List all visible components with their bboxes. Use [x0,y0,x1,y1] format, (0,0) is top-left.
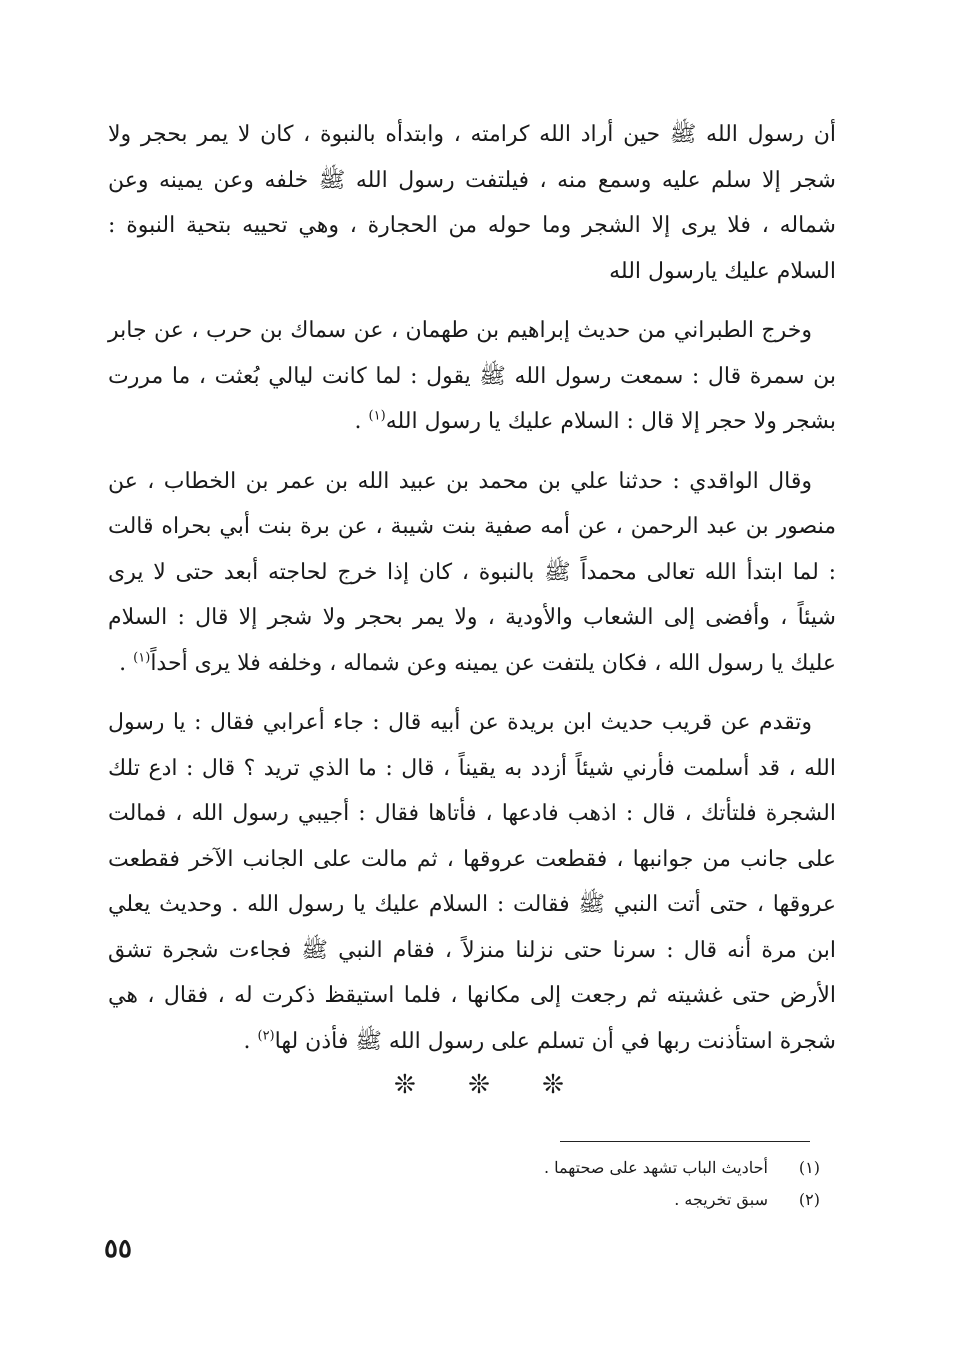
footnote-item [400,1152,820,1184]
footnote-text: أحاديث الباب تشهد على صحتهما . [543,1158,768,1177]
page-number: ٥٥ [104,1234,132,1264]
footnotes [400,1152,820,1216]
footnote-reference: (١) [133,650,151,666]
paragraph-text: وخرج الطبراني من حديث إبراهيم بن طهمان ، عن سماك بن حرب ، عن جابر بن سمرة قال : سمعت رسول الله ﷺ يقول : لما كانت ليالي بُعثت ، ما مررت بشجر ولا حجر إلا قال : السلام عليك يا رسول الله [108,318,836,434]
paragraph-end: . [354,409,369,434]
paragraph-1 [108,112,836,294]
paragraph-end: . [119,650,134,676]
footnote-reference: (٢) [257,1028,275,1044]
footnote-reference: (١) [368,408,386,424]
paragraph-text: وقال الواقدي : حدثنا علي بن محمد بن عبيد الله بن عمر بن الخطاب ، عن منصور بن عبد الرحمن ، عن أمه صفية بنت شيبة ، عن برة بنت أبي بحراه قالت : لما ابتدأ الله تعالى محمداً ﷺ بالنبوة ، كان إذا خرج لحاجته أبعد حتى لا يرى شيئاً ، وأفضى إلى الشعاب والأودية ، ولا يمر بحجر ولا شجر إلا قال : السلام عليك يا رسول الله ، فكان يلتفت عن يمينه وعن شماله ، وخلفه فلا يرى أحداً [108,468,836,676]
paragraph-text: أن رسول الله ﷺ حين أراد الله كرامته ، وابتدأه بالنبوة ، كان لا يمر بحجر ولا شجر إلا سلم عليه وسمع منه ، فيلتفت رسول الله ﷺ خلفه وعن يمينه وعن شماله ، فلا يرى إلا الشجر وما حوله من الحجارة ، وهي تحييه بتحية النبوة : السلام عليك يارسول الله [108,122,836,284]
section-separator: ❊ ❊ ❊ [394,1070,586,1100]
main-text [108,112,836,1078]
footnote-number: (١) [798,1158,820,1177]
paragraph-3 [108,459,836,687]
paragraph-text: وتقدم عن قريب حديث ابن بريدة عن أبيه قال : جاء أعرابي فقال : يا رسول الله ، قد أسلمت فأرني شيئاً أزدد به يقيناً ، قال : ما الذي تريد ؟ قال : ادع تلك الشجرة فلتأتك ، قال : اذهب فادعها ، فأتاها فقال : أجيبي رسول الله ، فمالت على جانب من جوانبها ، فقطعت عروقها ، ثم مالت على الجانب الآخر فقطعت عروقها ، حتى أتت النبي ﷺ فقالت : السلام عليك يا رسول الله . وحديث يعلي ابن مرة أنه قال : سرنا حتى نزلنا منزلاً ، فقام النبي ﷺ فجاءت شجرة تشق الأرض حتى غشيته ثم رجعت إلى مكانها ، فلما استيقظ ذكرت له ، فقال ، هي شجرة استأذنت ربها في أن تسلم على رسول الله ﷺ فأذن لها [108,710,836,1054]
footnote-text: سبق تخريجه . [674,1190,768,1209]
footnote-divider [560,1141,810,1142]
footnote-item [400,1184,820,1216]
footnote-number: (٢) [798,1190,820,1209]
paragraph-2 [108,308,836,445]
paragraph-end: . [243,1028,258,1054]
paragraph-4 [108,700,836,1064]
